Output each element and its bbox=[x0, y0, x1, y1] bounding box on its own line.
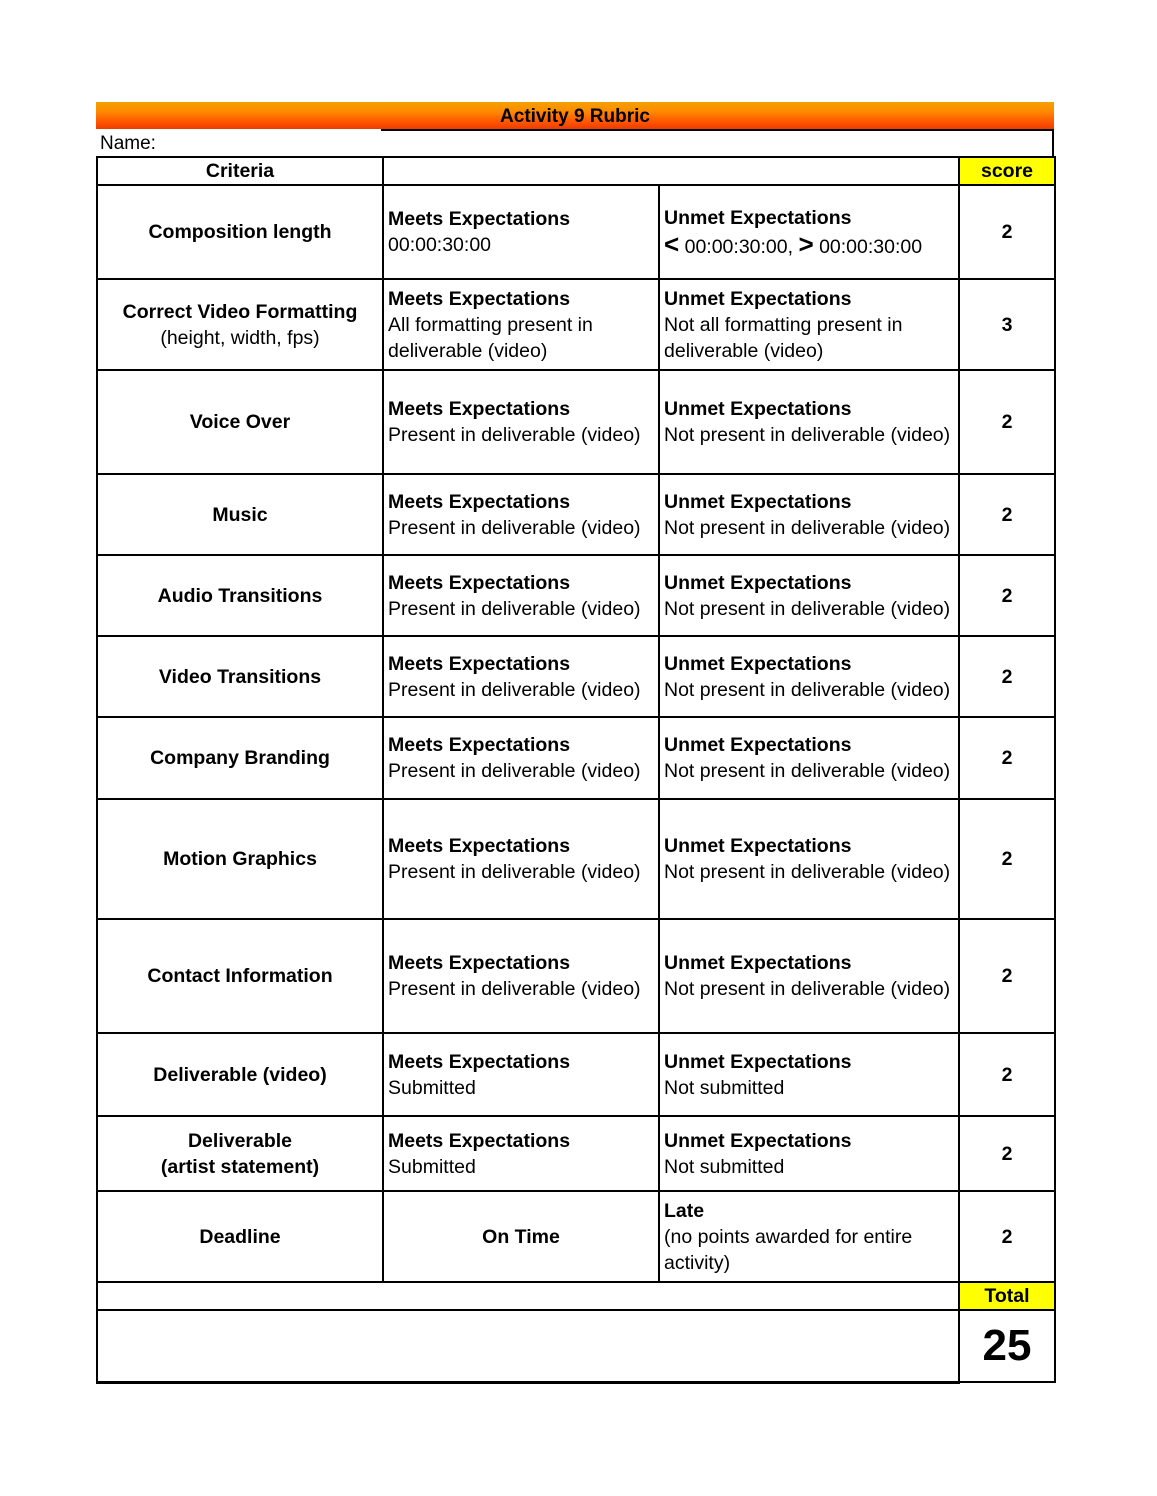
empty-cell bbox=[97, 1310, 959, 1382]
unmet-heading: Unmet Expectations bbox=[664, 287, 852, 310]
rubric-title: Activity 9 Rubric bbox=[500, 106, 650, 127]
table-row bbox=[97, 555, 1055, 636]
unmet-heading: Unmet Expectations bbox=[664, 734, 852, 756]
unmet-cell bbox=[659, 919, 959, 1033]
criteria-cell: Video Transitions bbox=[97, 636, 383, 717]
criteria-header: Criteria bbox=[97, 157, 383, 185]
criteria-cell: Deadline bbox=[97, 1191, 383, 1282]
unmet-text: (no points awarded for entire activity) bbox=[664, 1225, 913, 1274]
table-row bbox=[97, 370, 1055, 474]
unmet-text: Not present in deliverable (video) bbox=[664, 597, 951, 620]
score-header: score bbox=[959, 157, 1055, 185]
meets-text: All formatting present in deliverable (video) bbox=[388, 313, 593, 362]
criteria-cell: Music bbox=[97, 474, 383, 555]
unmet-cell bbox=[659, 636, 959, 717]
meets-cell bbox=[383, 1033, 659, 1116]
unmet-cell bbox=[659, 1116, 959, 1191]
table-row bbox=[97, 1116, 1055, 1191]
meets-cell bbox=[383, 279, 659, 370]
unmet-heading: Unmet Expectations bbox=[664, 1050, 852, 1073]
score-cell: 3 bbox=[959, 279, 1055, 370]
empty-cell bbox=[97, 1282, 959, 1310]
meets-heading: Meets Expectations bbox=[388, 1050, 571, 1073]
meets-text: Present in deliverable (video) bbox=[388, 516, 641, 539]
meets-cell: On Time bbox=[383, 1191, 659, 1282]
unmet-text: Not present in deliverable (video) bbox=[664, 760, 951, 782]
table-row bbox=[97, 636, 1055, 717]
total-label: Total bbox=[959, 1282, 1055, 1310]
unmet-cell bbox=[659, 1191, 959, 1282]
total-value: 25 bbox=[959, 1310, 1055, 1382]
meets-heading: Meets Expectations bbox=[388, 490, 571, 513]
total-label-row bbox=[97, 1282, 1055, 1310]
table-row bbox=[97, 474, 1055, 555]
score-cell: 2 bbox=[959, 799, 1055, 919]
table-row bbox=[97, 1033, 1055, 1116]
less-than-value: 00:00:30:00, bbox=[684, 235, 794, 258]
unmet-text: Not present in deliverable (video) bbox=[664, 861, 951, 883]
table-row bbox=[97, 1191, 1055, 1282]
meets-text: Present in deliverable (video) bbox=[388, 597, 641, 620]
unmet-cell bbox=[659, 370, 959, 474]
meets-heading: Meets Expectations bbox=[388, 287, 571, 310]
unmet-cell bbox=[659, 1033, 959, 1116]
unmet-heading: Unmet Expectations bbox=[664, 571, 852, 594]
unmet-cell bbox=[659, 717, 959, 799]
criteria-cell: Audio Transitions bbox=[97, 555, 383, 636]
rubric-sheet bbox=[96, 102, 1054, 1384]
meets-cell bbox=[383, 1116, 659, 1191]
title-bar bbox=[96, 102, 1054, 129]
score-cell: 2 bbox=[959, 370, 1055, 474]
score-cell: 2 bbox=[959, 636, 1055, 717]
unmet-cell bbox=[659, 279, 959, 370]
meets-heading: Meets Expectations bbox=[388, 734, 571, 756]
unmet-heading: Unmet Expectations bbox=[664, 398, 852, 420]
unmet-heading: Unmet Expectations bbox=[664, 206, 852, 229]
less-than-symbol: < bbox=[664, 228, 680, 259]
table-row bbox=[97, 717, 1055, 799]
name-label: Name: bbox=[100, 133, 156, 154]
table-row bbox=[97, 185, 1055, 279]
table-row bbox=[97, 919, 1055, 1033]
criteria-cell: Composition length bbox=[97, 185, 383, 279]
score-cell: 2 bbox=[959, 919, 1055, 1033]
criteria-label-line2: (artist statement) bbox=[160, 1155, 320, 1178]
meets-text: Present in deliverable (video) bbox=[388, 678, 641, 701]
table-row bbox=[97, 799, 1055, 919]
criteria-label: Deliverable bbox=[187, 1129, 293, 1152]
meets-cell bbox=[383, 185, 659, 279]
score-cell: 2 bbox=[959, 1191, 1055, 1282]
unmet-heading: Unmet Expectations bbox=[664, 652, 852, 675]
unmet-heading: Unmet Expectations bbox=[664, 1129, 852, 1152]
greater-than-symbol: > bbox=[798, 228, 814, 259]
score-cell: 2 bbox=[959, 717, 1055, 799]
unmet-heading: Unmet Expectations bbox=[664, 835, 852, 857]
meets-heading: Meets Expectations bbox=[388, 208, 571, 230]
criteria-cell: Contact Information bbox=[97, 919, 383, 1033]
meets-text: Present in deliverable (video) bbox=[388, 861, 641, 883]
meets-text: 00:00:30:00 bbox=[388, 234, 492, 256]
unmet-text: Not present in deliverable (video) bbox=[664, 424, 951, 446]
score-cell: 2 bbox=[959, 1116, 1055, 1191]
unmet-cell bbox=[659, 474, 959, 555]
meets-cell bbox=[383, 474, 659, 555]
meets-cell bbox=[383, 799, 659, 919]
score-cell: 2 bbox=[959, 474, 1055, 555]
criteria-cell bbox=[97, 279, 383, 370]
criteria-cell: Voice Over bbox=[97, 370, 383, 474]
total-value-row bbox=[97, 1310, 1055, 1382]
meets-text: Submitted bbox=[388, 1155, 476, 1178]
greater-than-value: 00:00:30:00 bbox=[819, 235, 923, 258]
unmet-cell bbox=[659, 185, 959, 279]
meets-heading: Meets Expectations bbox=[388, 571, 571, 594]
meets-text: Present in deliverable (video) bbox=[388, 760, 641, 782]
meets-heading: Meets Expectations bbox=[388, 1129, 571, 1152]
meets-cell bbox=[383, 717, 659, 799]
criteria-cell: Deliverable (video) bbox=[97, 1033, 383, 1116]
criteria-cell: Company Branding bbox=[97, 717, 383, 799]
header-row bbox=[97, 157, 1055, 185]
meets-cell bbox=[383, 919, 659, 1033]
unmet-heading: Late bbox=[664, 1199, 705, 1222]
unmet-text: Not all formatting present in deliverable (video) bbox=[664, 313, 903, 362]
criteria-cell bbox=[97, 1116, 383, 1191]
meets-heading: Meets Expectations bbox=[388, 952, 571, 974]
table-row bbox=[97, 279, 1055, 370]
meets-heading: Meets Expectations bbox=[388, 835, 571, 857]
unmet-text: Not present in deliverable (video) bbox=[664, 978, 951, 1000]
score-cell: 2 bbox=[959, 555, 1055, 636]
unmet-heading: Unmet Expectations bbox=[664, 490, 852, 513]
score-cell: 2 bbox=[959, 1033, 1055, 1116]
rubric-table bbox=[96, 156, 1056, 1384]
unmet-cell bbox=[659, 799, 959, 919]
unmet-text: Not present in deliverable (video) bbox=[664, 678, 951, 701]
expectations-header bbox=[383, 157, 959, 185]
unmet-cell bbox=[659, 555, 959, 636]
meets-heading: Meets Expectations bbox=[388, 652, 571, 675]
meets-text: Present in deliverable (video) bbox=[388, 424, 641, 446]
criteria-cell: Motion Graphics bbox=[97, 799, 383, 919]
name-row bbox=[96, 129, 1054, 156]
meets-cell bbox=[383, 636, 659, 717]
unmet-text: Not present in deliverable (video) bbox=[664, 516, 951, 539]
meets-text: Submitted bbox=[388, 1076, 476, 1099]
score-cell: 2 bbox=[959, 185, 1055, 279]
meets-text: Present in deliverable (video) bbox=[388, 978, 641, 1000]
unmet-text: Not submitted bbox=[664, 1076, 785, 1099]
criteria-label: Correct Video Formatting bbox=[122, 300, 358, 323]
meets-cell bbox=[383, 370, 659, 474]
unmet-range bbox=[664, 228, 954, 260]
criteria-sublabel: (height, width, fps) bbox=[160, 326, 320, 349]
unmet-text: Not submitted bbox=[664, 1155, 785, 1178]
meets-cell bbox=[383, 555, 659, 636]
unmet-heading: Unmet Expectations bbox=[664, 952, 852, 974]
meets-heading: Meets Expectations bbox=[388, 398, 571, 420]
